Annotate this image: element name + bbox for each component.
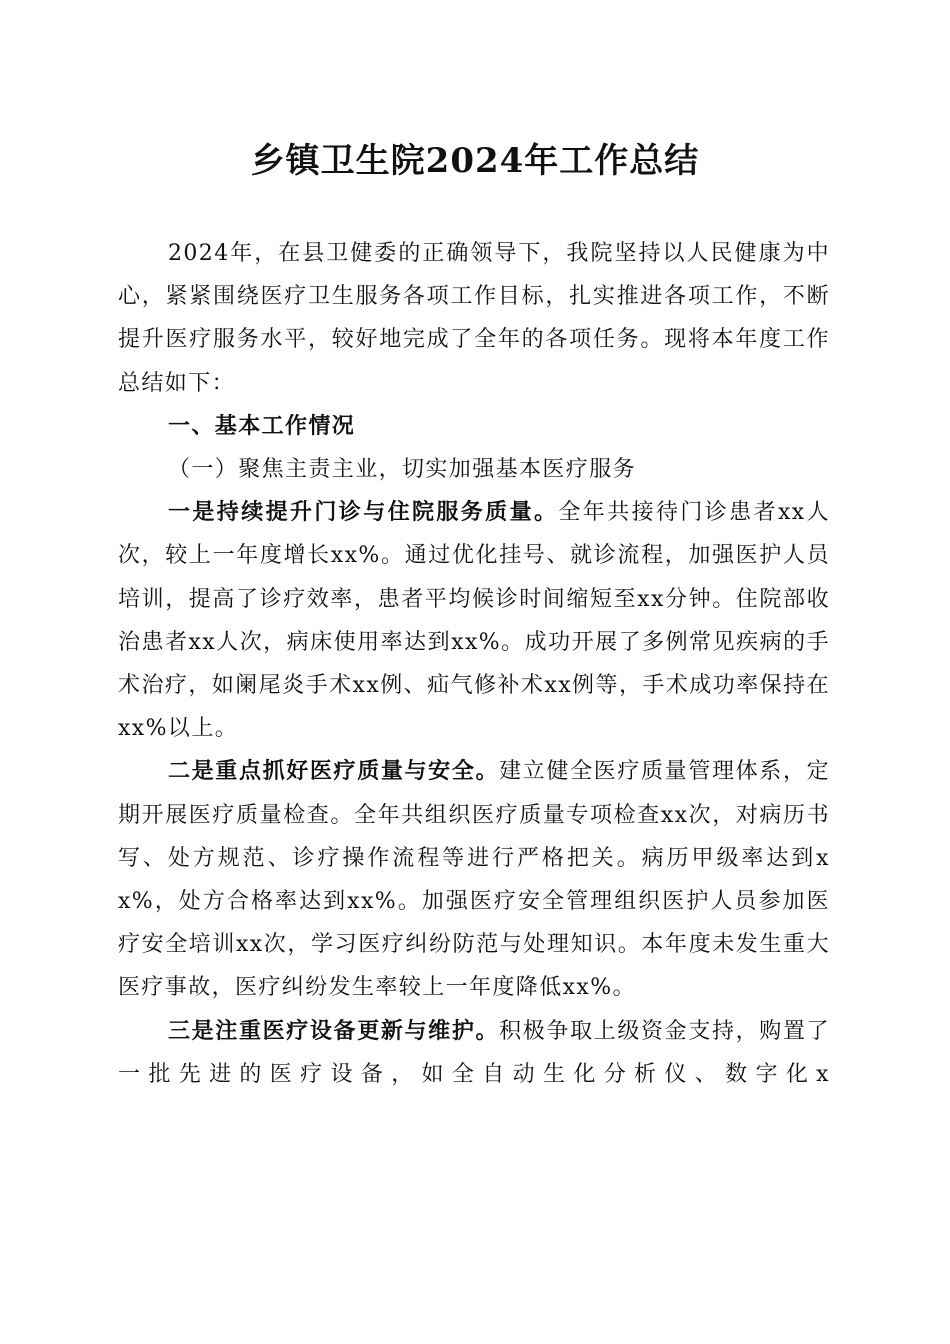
paragraph-equipment [118,1010,830,1096]
paragraph-body: 建立健全医疗质量管理体系，定期开展医疗质量检查。全年共组织医疗质量专项检查xx次，对病历书写、处方规范、诊疗操作流程等进行严格把关。病历甲级率达到xx%，处方合格率达到xx%。加强医疗安全管理组织医护人员参加医疗安全培训xx次，学习医疗纠纷防范与处理知识。本年度未发生重大医疗事故，医疗纠纷发生率较上一年度降低xx%。 [118,759,830,1001]
section-heading-basic-work: 一、基本工作情况 [168,413,356,439]
paragraph-body: 全年共接待门诊患者xx人次，较上一年度增长xx%。通过优化挂号、就诊流程，加强医护人员培训，提高了诊疗效率，患者平均候诊时间缩短至xx分钟。住院部收治患者xx人次，病床使用率达到xx%。成功开展了多例常见疾病的手术治疗，如阑尾炎手术xx例、疝气修补术xx例等，手术成功率保持在xx%以上。 [118,500,830,742]
document-title: 乡镇卫生院2024年工作总结 [250,141,700,181]
document-body [118,232,830,1096]
paragraph-lead: 一是持续提升门诊与住院服务质量。 [168,499,559,526]
paragraph-lead: 三是注重医疗设备更新与维护。 [168,1017,500,1044]
paragraph-outpatient-inpatient [118,491,830,750]
paragraph-lead: 二是重点抓好医疗质量与安全。 [168,758,500,785]
intro-paragraph: 2024年，在县卫健委的正确领导下，我院坚持以人民健康为中心，紧紧围绕医疗卫生服务各项工作目标，扎实推进各项工作，不断提升医疗服务水平，较好地完成了全年的各项任务。现将本年度工作总结如下： [118,241,830,396]
subsection-heading-medical-services: （一）聚焦主责主业，切实加强基本医疗服务 [168,457,637,483]
paragraph-quality-safety [118,750,830,1009]
paragraph-body: 积极争取上级资金支持，购置了一批先进的医疗设备，如全自动生化分析仪、数字化x [118,1018,830,1087]
